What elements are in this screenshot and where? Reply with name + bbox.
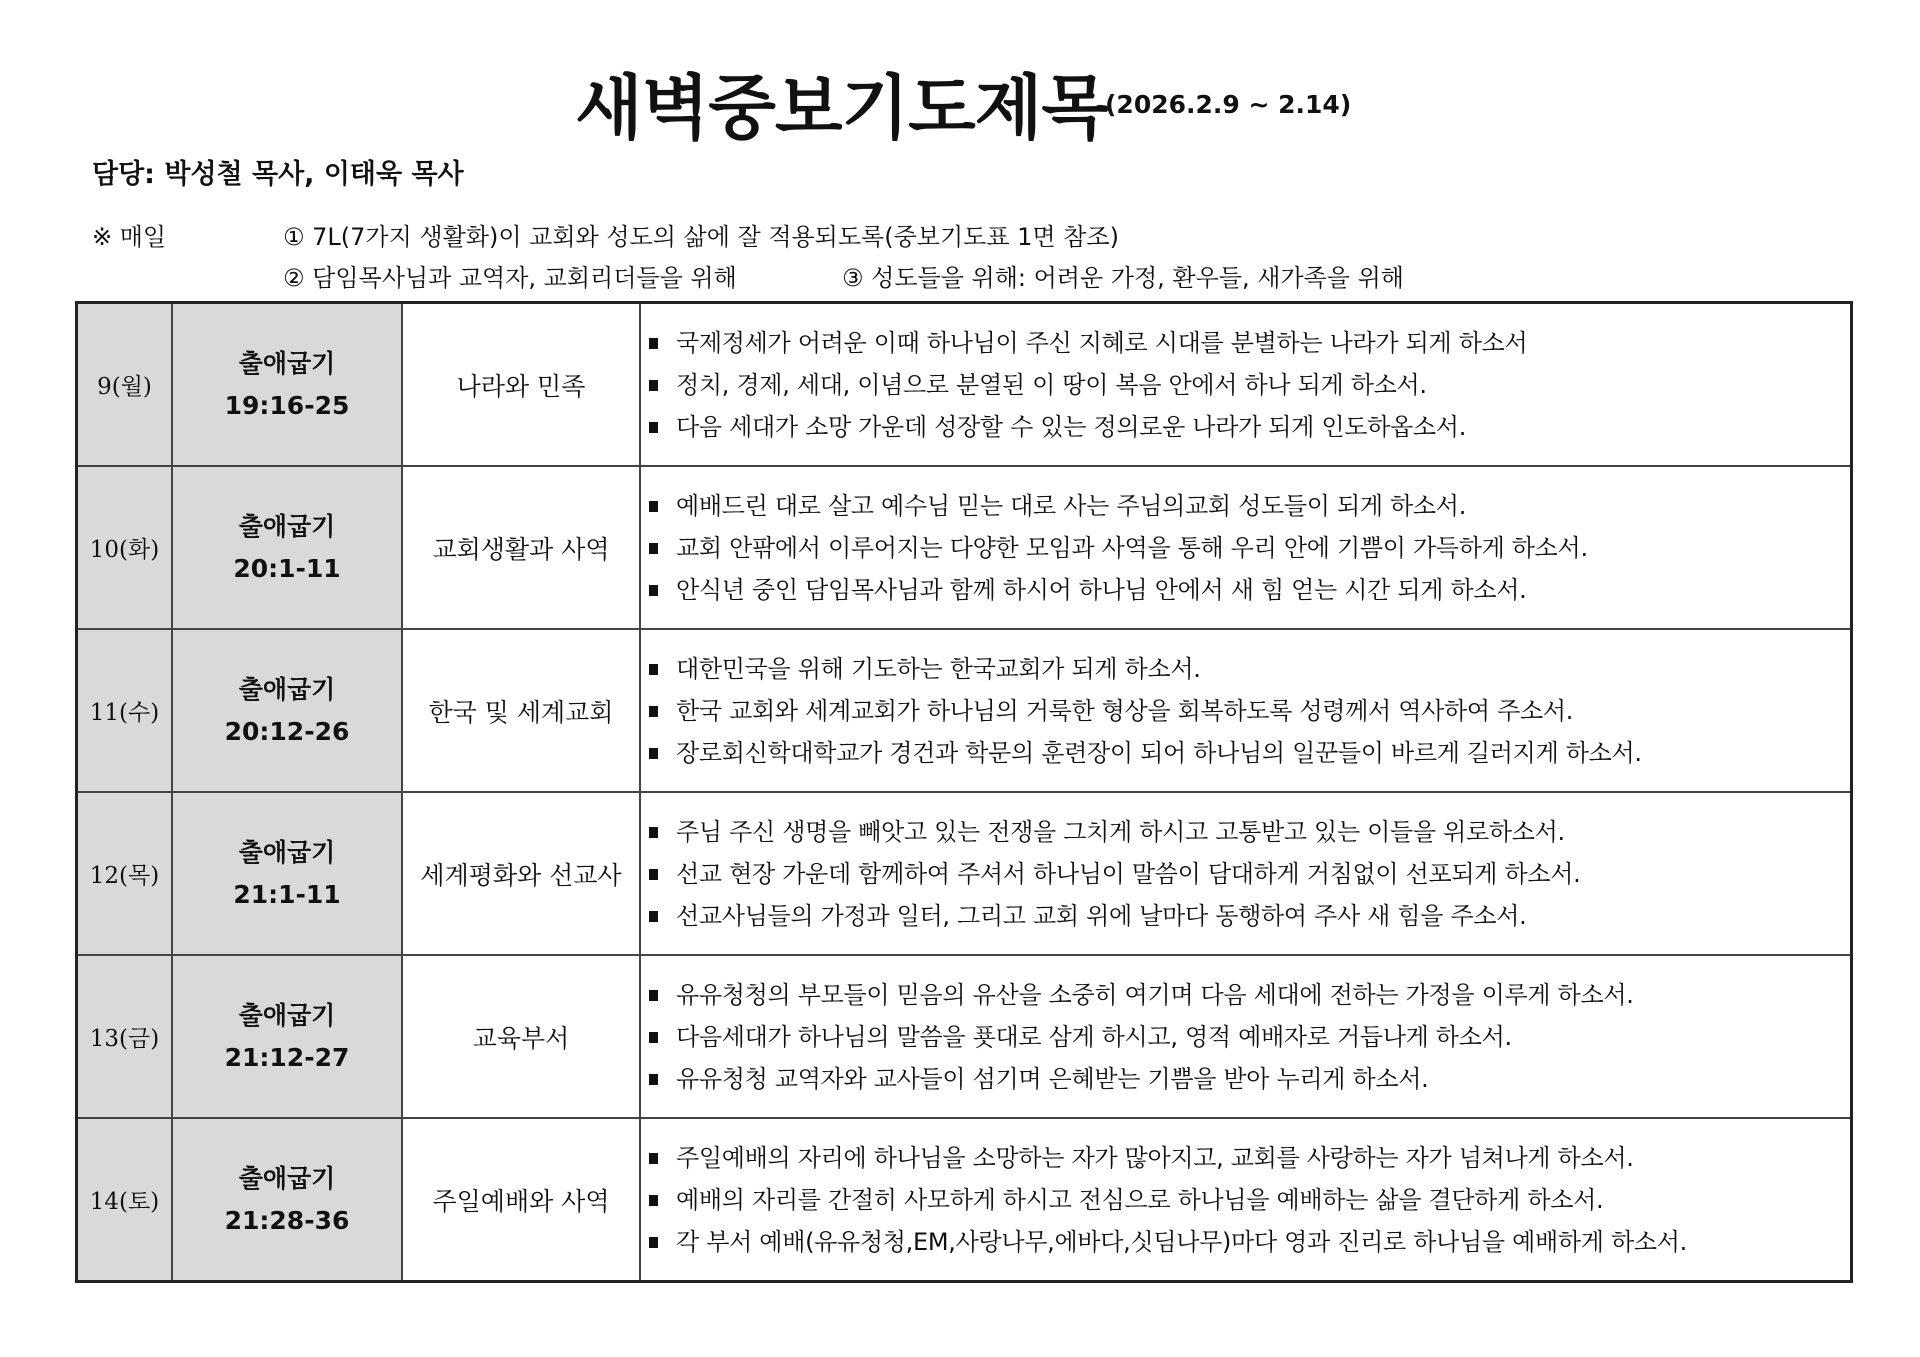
table-row xyxy=(77,792,1852,955)
prayer-item xyxy=(649,1137,1850,1179)
prayer-text: 교회 안팎에서 이루어지는 다양한 모임과 사역을 통해 우리 안에 기쁨이 가득하게 하소서. xyxy=(676,533,1588,562)
passage-cell xyxy=(172,955,402,1118)
square-bullet-icon xyxy=(649,1153,658,1164)
square-bullet-icon xyxy=(649,1032,658,1043)
prayer-text: 예배의 자리를 간절히 사모하게 하시고 전심으로 하나님을 예배하는 삶을 결단하게 하소서. xyxy=(676,1185,1604,1214)
table-row xyxy=(77,1118,1852,1282)
topic-cell: 주일예배와 사역 xyxy=(402,1118,640,1282)
topic-cell: 교회생활과 사역 xyxy=(402,466,640,629)
table-row xyxy=(77,629,1852,792)
prayers-cell xyxy=(640,792,1852,955)
day-cell: 11(수) xyxy=(77,629,173,792)
passage-cell xyxy=(172,629,402,792)
square-bullet-icon xyxy=(649,1074,658,1085)
prayer-text: 안식년 중인 담임목사님과 함께 하시어 하나님 안에서 새 힘 얻는 시간 되게 하소서. xyxy=(676,575,1527,604)
day-cell: 12(목) xyxy=(77,792,173,955)
prayer-item xyxy=(649,527,1850,569)
day-cell: 10(화) xyxy=(77,466,173,629)
prayer-text: 국제정세가 어려운 이때 하나님이 주신 지혜로 시대를 분별하는 나라가 되게 하소서 xyxy=(676,328,1528,357)
prayer-text: 선교 현장 가운데 함께하여 주셔서 하나님이 말씀이 담대하게 거침없이 선포되게 하소서. xyxy=(676,859,1581,888)
daily-item-1: ① 7L(7가지 생활화)이 교회와 성도의 삶에 잘 적용되도록(중보기도표 1면 참조) xyxy=(283,223,1119,251)
passage-cell xyxy=(172,792,402,955)
prayer-item xyxy=(649,1221,1850,1263)
prayer-item xyxy=(649,811,1850,853)
prayer-item xyxy=(649,406,1850,448)
passage-verse: 20:12-26 xyxy=(224,716,350,746)
prayer-text: 장로회신학대학교가 경건과 학문의 훈련장이 되어 하나님의 일꾼들이 바르게 길러지게 하소서. xyxy=(676,738,1642,767)
prayer-text: 주일예배의 자리에 하나님을 소망하는 자가 많아지고, 교회를 사랑하는 자가 넘쳐나게 하소서. xyxy=(676,1143,1634,1172)
prayer-list xyxy=(649,322,1850,448)
square-bullet-icon xyxy=(649,501,658,512)
square-bullet-icon xyxy=(649,543,658,554)
square-bullet-icon xyxy=(649,1195,658,1206)
topic-cell: 교육부서 xyxy=(402,955,640,1118)
square-bullet-icon xyxy=(649,990,658,1001)
passage-cell xyxy=(172,466,402,629)
prayer-item xyxy=(649,732,1850,774)
square-bullet-icon xyxy=(649,422,658,433)
prayer-text: 예배드린 대로 살고 예수님 믿는 대로 사는 주님의교회 성도들이 되게 하소서. xyxy=(676,491,1467,520)
prayer-item xyxy=(649,974,1850,1016)
passage-book: 출애굽기 xyxy=(238,511,336,541)
prayer-text: 유유청청의 부모들이 믿음의 유산을 소중히 여기며 다음 세대에 전하는 가정을 이루게 하소서. xyxy=(676,980,1634,1009)
square-bullet-icon xyxy=(649,748,658,759)
prayer-schedule-table xyxy=(75,301,1853,1283)
passage-book: 출애굽기 xyxy=(238,674,336,704)
square-bullet-icon xyxy=(649,911,658,922)
daily-item-3: ③ 성도들을 위해: 어려운 가정, 환우들, 새가족을 위해 xyxy=(842,264,1404,292)
prayer-text: 한국 교회와 세계교회가 하나님의 거룩한 형상을 회복하도록 성령께서 역사하여 주소서. xyxy=(676,696,1574,725)
prayer-item xyxy=(649,364,1850,406)
prayer-item xyxy=(649,895,1850,937)
square-bullet-icon xyxy=(649,338,658,349)
prayer-item xyxy=(649,648,1850,690)
prayer-item xyxy=(649,1016,1850,1058)
topic-cell: 한국 및 세계교회 xyxy=(402,629,640,792)
date-range: (2026.2.9 ~ 2.14) xyxy=(1105,90,1352,119)
manager-line: 담당: 박성철 목사, 이태욱 목사 xyxy=(92,159,464,190)
square-bullet-icon xyxy=(649,664,658,675)
day-cell: 13(금) xyxy=(77,955,173,1118)
prayer-text: 정치, 경제, 세대, 이념으로 분열된 이 땅이 복음 안에서 하나 되게 하소서. xyxy=(676,370,1427,399)
square-bullet-icon xyxy=(649,585,658,596)
passage-cell xyxy=(172,303,402,467)
table-row xyxy=(77,466,1852,629)
topic-cell: 나라와 민족 xyxy=(402,303,640,467)
passage-book: 출애굽기 xyxy=(238,348,336,378)
passage-verse: 20:1-11 xyxy=(233,553,341,583)
passage-book: 출애굽기 xyxy=(238,1163,336,1193)
passage-cell xyxy=(172,1118,402,1282)
prayer-text: 선교사님들의 가정과 일터, 그리고 교회 위에 날마다 동행하여 주사 새 힘을 주소서. xyxy=(676,901,1527,930)
passage-book: 출애굽기 xyxy=(238,1000,336,1030)
prayer-item xyxy=(649,1179,1850,1221)
passage-verse: 21:12-27 xyxy=(224,1042,350,1072)
passage-book: 출애굽기 xyxy=(238,837,336,867)
prayer-text: 다음 세대가 소망 가운데 성장할 수 있는 정의로운 나라가 되게 인도하옵소서. xyxy=(676,412,1467,441)
prayer-list xyxy=(649,1137,1850,1263)
prayer-list xyxy=(649,974,1850,1100)
table-row xyxy=(77,303,1852,467)
prayer-list xyxy=(649,811,1850,937)
prayer-text: 각 부서 예배(유유청청,EM,사랑나무,에바다,싯딤나무)마다 영과 진리로 하나님을 예배하게 하소서. xyxy=(676,1227,1687,1256)
day-cell: 14(토) xyxy=(77,1118,173,1282)
passage-verse: 21:1-11 xyxy=(233,879,341,909)
passage-verse: 21:28-36 xyxy=(224,1205,350,1235)
prayer-item xyxy=(649,322,1850,364)
daily-label: ※ 매일 xyxy=(92,223,167,251)
prayers-cell xyxy=(640,955,1852,1118)
prayer-item xyxy=(649,853,1850,895)
table-row xyxy=(77,955,1852,1118)
page-title: 새벽중보기도제목 xyxy=(575,67,1108,149)
topic-cell: 세계평화와 선교사 xyxy=(402,792,640,955)
prayer-text: 대한민국을 위해 기도하는 한국교회가 되게 하소서. xyxy=(676,654,1201,683)
prayer-text: 유유청청 교역자와 교사들이 섬기며 은혜받는 기쁨을 받아 누리게 하소서. xyxy=(676,1064,1429,1093)
square-bullet-icon xyxy=(649,380,658,391)
prayer-item xyxy=(649,569,1850,611)
prayer-item xyxy=(649,690,1850,732)
prayers-cell xyxy=(640,303,1852,467)
passage-verse: 19:16-25 xyxy=(224,390,350,420)
prayer-text: 다음세대가 하나님의 말씀을 푯대로 삼게 하시고, 영적 예배자로 거듭나게 하소서. xyxy=(676,1022,1512,1051)
prayers-cell xyxy=(640,1118,1852,1282)
square-bullet-icon xyxy=(649,706,658,717)
square-bullet-icon xyxy=(649,869,658,880)
prayer-list xyxy=(649,485,1850,611)
prayers-cell xyxy=(640,629,1852,792)
square-bullet-icon xyxy=(649,1237,658,1248)
square-bullet-icon xyxy=(649,827,658,838)
prayer-item xyxy=(649,485,1850,527)
day-cell: 9(월) xyxy=(77,303,173,467)
prayers-cell xyxy=(640,466,1852,629)
daily-item-2: ② 담임목사님과 교역자, 교회리더들을 위해 xyxy=(283,264,737,292)
prayer-text: 주님 주신 생명을 빼앗고 있는 전쟁을 그치게 하시고 고통받고 있는 이들을 위로하소서. xyxy=(676,817,1565,846)
prayer-item xyxy=(649,1058,1850,1100)
prayer-list xyxy=(649,648,1850,774)
